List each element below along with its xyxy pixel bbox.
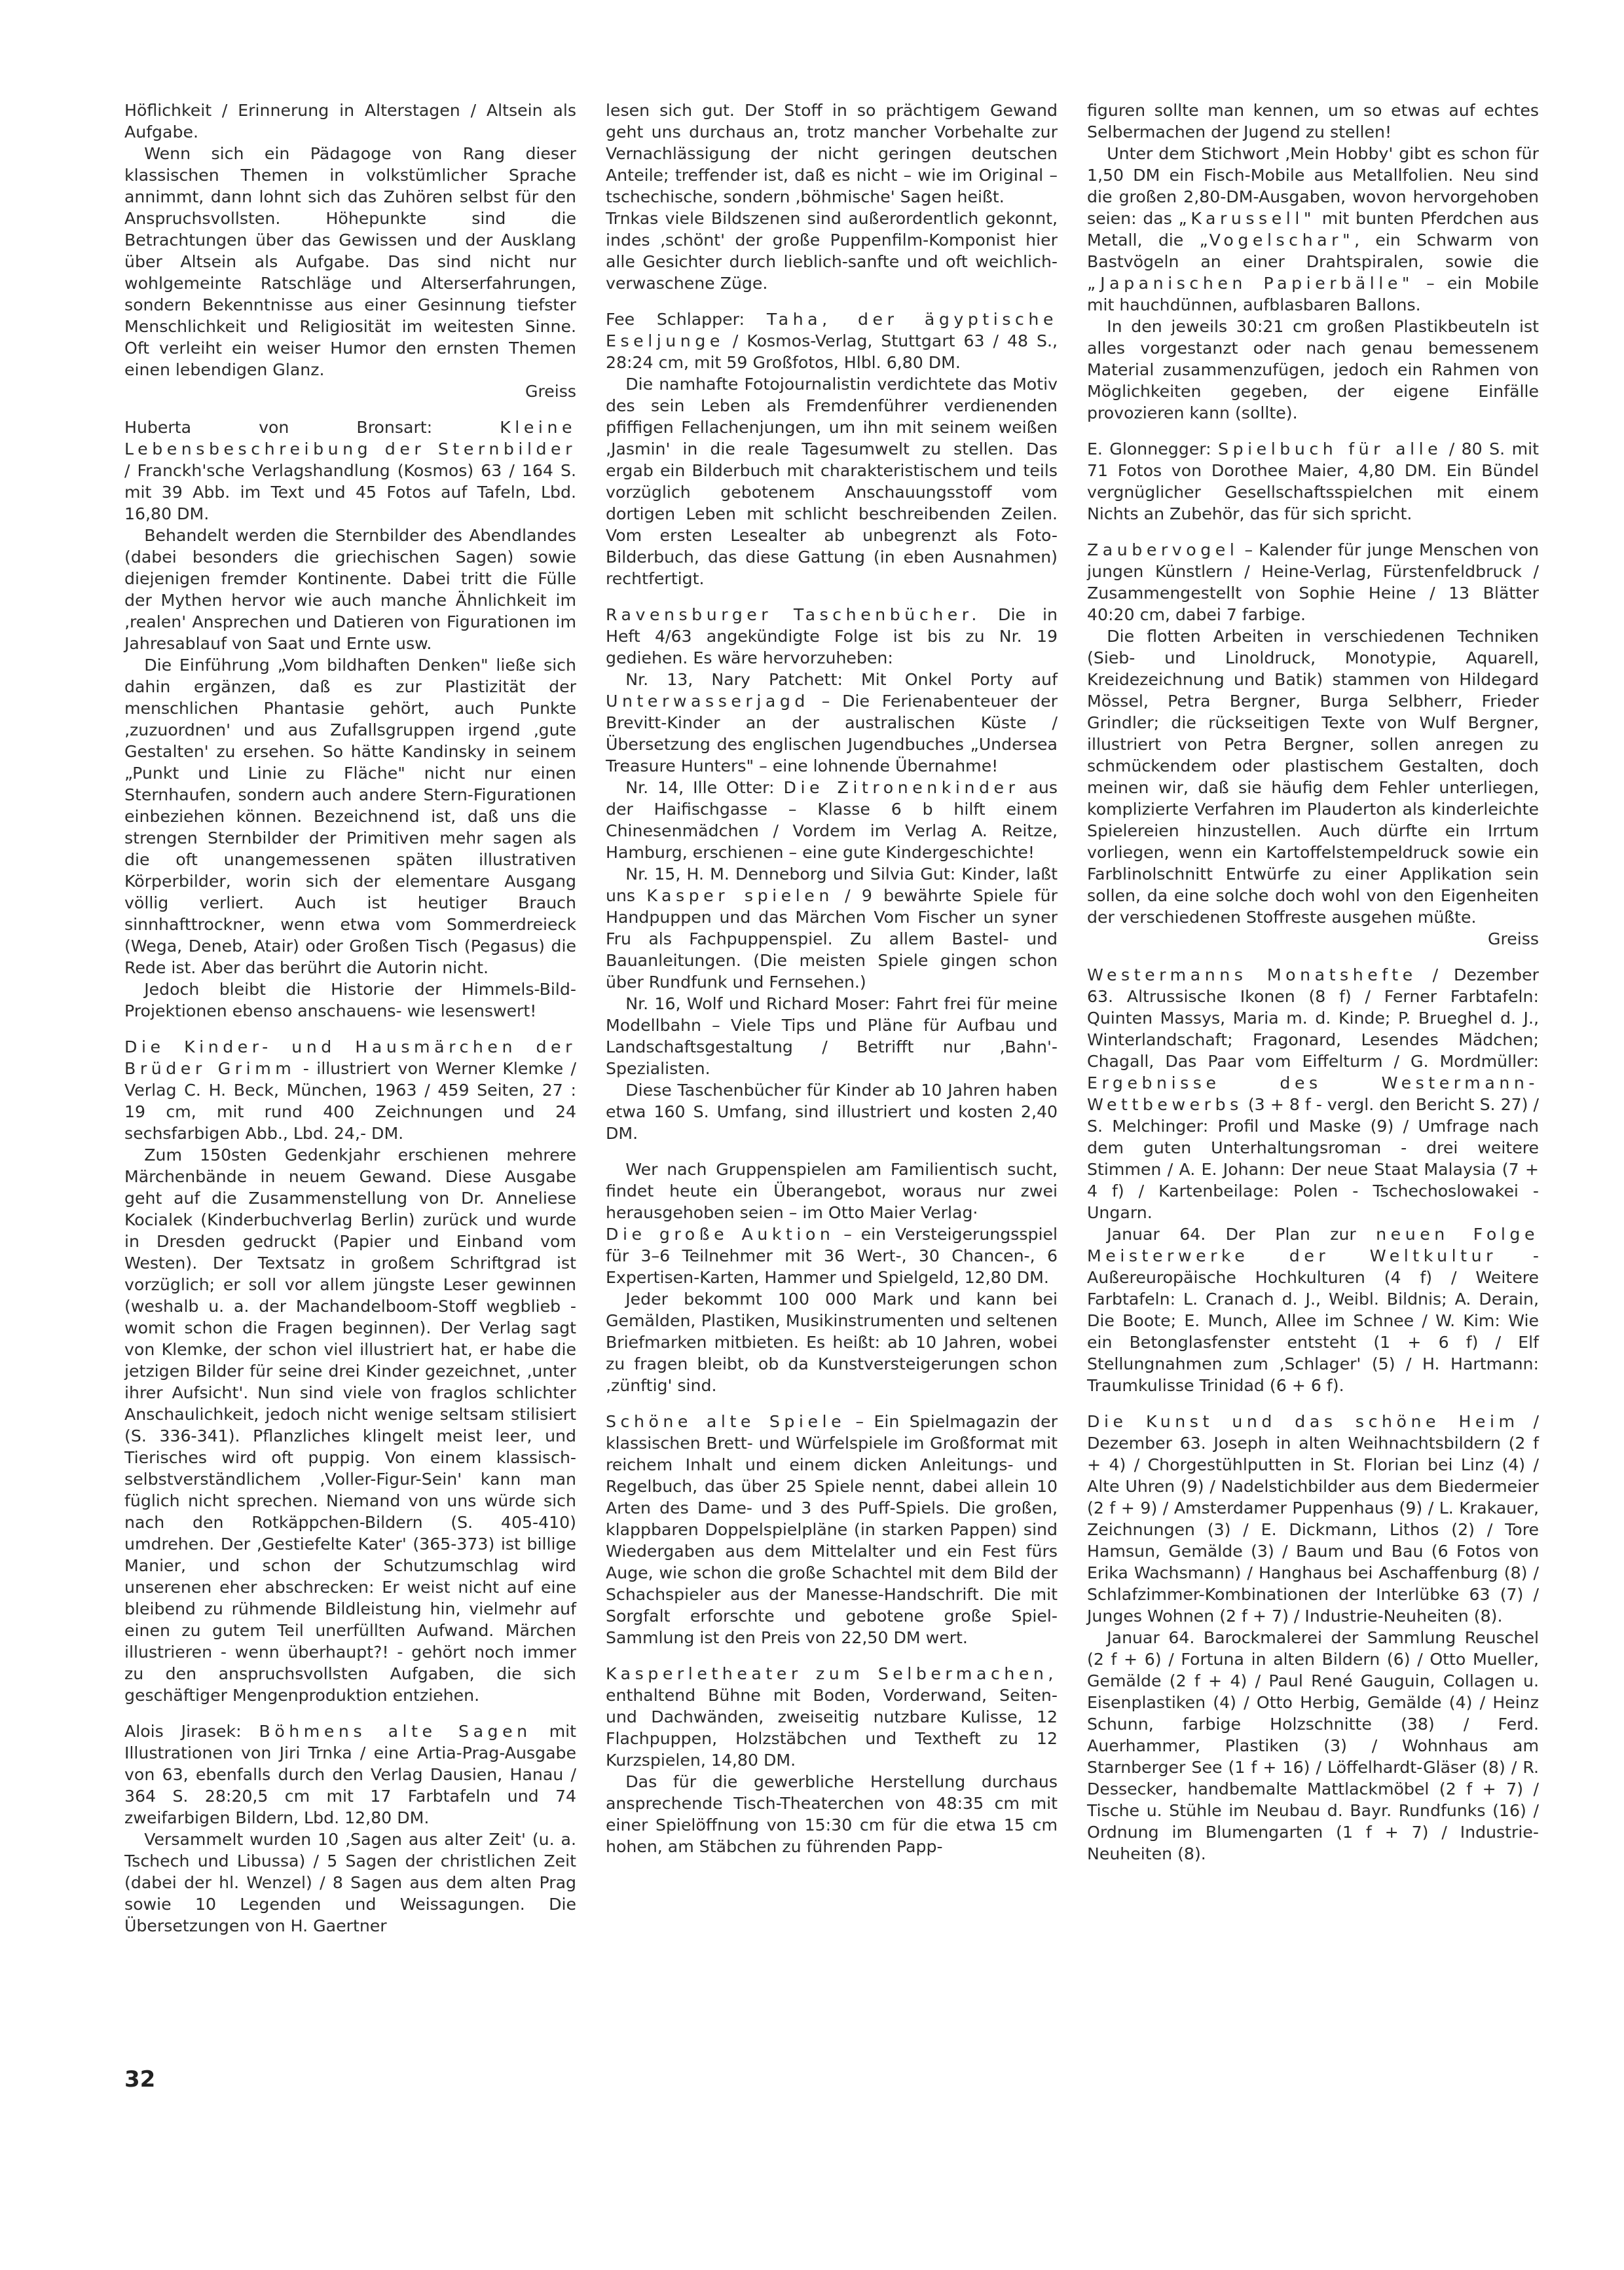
paragraph (606, 1159, 1058, 1223)
review-title: Ravensburger Taschenbücher. (606, 605, 981, 624)
review-title: Kleine Lebensbeschreibung der Sternbilder (124, 418, 577, 458)
paragraph-text: Jedoch bleibt die Historie der Himmels-Bild-Projektionen ebenso anschauens- wie lesenswert! (124, 980, 576, 1020)
paragraph: Höflichkeit / Erinnerung in Alterstagen / Altsein als Aufgabe. (124, 101, 576, 141)
book-title: Unterwasserjagd (606, 692, 809, 711)
paragraph-text: Unter dem Stichwort ‚Mein Hobby' gibt es schon für 1,50 DM ein Fisch-Mobile aus Metallfolien. Neu sind die großen 2,80-DM-Ausgaben, wovon hervorgehoben seien: das (1087, 144, 1539, 228)
review-author: Alois Jirasek: (124, 1722, 242, 1741)
paragraph-text: Behandelt werden die Sternbilder des Abendlandes (dabei besonders die griechischen Sagen) sowie diejenigen fremder Kontinente. Dabei tritt die Fülle der Mythen hervor wie auch manche Ähnlichkeit im ‚realen' Ansprechen und Datieren von Figurationen im Jahresablauf von Saat und Ernte usw. (124, 526, 576, 653)
paragraph-text: – ein Mobile mit hauchdünnen, aufblasbaren Ballons. (1087, 274, 1540, 314)
paragraph-text: Nr. 15, H. M. Denneborg und Silvia Gut: Kinder, laßt uns (606, 865, 1058, 905)
paragraph-text: In den jeweils 30:21 cm großen Plastikbeuteln ist alles vorgestanzt oder nach genau bemessenem Material zusammenzufügen, jedoch ein Rahmen von Möglichkeiten gegeben, der eigene Einfälle provozieren kann (sollte). (1087, 317, 1539, 422)
review-details: – Ein Spielmagazin der klassischen Brett- und Würfelspiele im Großformat mit reichem Inhalt und einem dicken Anleitungs- und Regelbuch, das über 25 Spiele nennt, dabei allein 10 Arten des Dame- und 3 des Puff-Spiels. Die großen, klappbaren Doppelspielpläne (in starken Pappen) sind Wiedergaben aus dem Mittelalter und ein Fest fürs Auge, wie schon die große Schachtel mit dem Bild der Schachspieler aus der Manesse-Handschrift. Die mit Sorgfalt erforschte und gebotene große Spiel-Sammlung ist den Preis von 22,50 DM wert. (606, 1412, 1058, 1647)
review-heading (606, 1411, 1058, 1648)
review-details: mit Illustrationen von Jiri Trnka / eine Artia-Prag-Ausgabe von 63, ebenfalls durch den Verlag Dausien, Hanau / 364 S. 28:20,5 cm mit 17 Farbtafeln und 74 zweifarbigen Bildern, Lbd. 12,80 DM. (124, 1722, 576, 1827)
page-number: 32 (124, 2066, 156, 2093)
product-title: „Vogelschar" (1199, 231, 1355, 250)
review-heading (1087, 964, 1539, 1223)
paragraph-text: Die namhafte Fotojournalistin verdichtete das Motiv des sein Leben als Fremdenführer verdienenden pfiffigen Fellachenjungen, um ihn mit seinem weißen ‚Jasmin' in die reale Tagesumwelt zu stellen. Das ergab ein Bilderbuch mit charakteristischem und teils vorzüglich gebotenem Anschauungsstoff vom dortigen Leben mit schlicht beschreibenden Zeilen. Vom ersten Lesealter ab unbegrenzt als Foto-Bilderbuch, das diese Gattung (in eben Ausnahmen) rechtfertigt. (606, 375, 1058, 588)
paragraph-text: mit bunten Pferdchen aus Metall, die (1087, 209, 1539, 250)
paragraph-text: - Außereuropäische Hochkulturen (4 f) / Weitere Farbtafeln: L. Cranach d. J., Weibl. Bildnis; A. Derain, Die Boote; E. Munch, Allee im Schnee / W. Kim: Wie ein Betonglasfenster entsteht (1 + 6 f) / Elf Stellungnahmen zum ‚Schlager' (5) / H. Hartmann: Traumkulisse Trinidad (6 + 6 f). (1087, 1246, 1540, 1395)
paragraph (606, 993, 1058, 1079)
review-title: Spielbuch für alle (1218, 439, 1443, 458)
paragraph-text: Das für die gewerbliche Herstellung durchaus ansprechende Tisch-Theaterchen von 48:35 cm mit einer Spielöffnung von 15:30 cm für die etwa 15 cm hohen, am Stäbchen zu führenden Papp- (606, 1772, 1058, 1856)
paragraph-text: Wer nach Gruppenspielen am Familientisch sucht, findet heute ein Überangebot, woraus nur zwei herausgehoben seien – im Otto Maier Verlag· (606, 1160, 1058, 1222)
paragraph-text: Diese Taschenbücher für Kinder ab 10 Jahren haben etwa 160 S. Umfang, sind illustriert und kosten 2,40 DM. (606, 1081, 1058, 1143)
review-heading (606, 1663, 1058, 1771)
paragraph (124, 654, 576, 978)
review-details: enthaltend Bühne mit Boden, Vorderwand, Seiten- und Dachwänden, zweiseitig nutzbare Kulisse, 12 Flachpuppen, Holzstäbchen und Textheft zu 12 Kurzspielen, 14,80 DM. (606, 1686, 1058, 1770)
paragraph-text: / 9 bewährte Spiele für Handpuppen und das Märchen Vom Fischer un syner Fru als Fachpuppenspiel. Zu allem Bastel- und Bauanleitungen. (Die meisten Spiele gingen schon über Rundfunk und Fernsehen.) (606, 886, 1058, 992)
review-title: Taha, der ägyptische Eseljunge (606, 310, 1058, 350)
review-title: Die Kunst und das schöne Heim (1087, 1412, 1519, 1431)
column-middle (606, 100, 1058, 1857)
review-details: / Dezember 63. Joseph in alten Weihnachtsbildern (2 f + 4) / Chorgestühlputten in St. Florian bei Linz (4) / Alte Uhren (9) / Nadelstichbilder aus dem Biedermeier (2 f + 9) / Amsterdamer Puppenhaus (9) / L. Krakauer, Zeichnungen (3) / E. Dickmann, Lithos (2) / Tore Hamsun, Gemälde (3) / Baum und Bau (6 Fotos von Erika Wachsmann) / Hanghaus bei Aschaffenburg (8) / Schlafzimmer-Kombinationen der Interlübke 63 (7) / Junges Wohnen (2 f + 7) / Industrie-Neuheiten (8). (1087, 1412, 1539, 1626)
paragraph-text: Nr. 13, Nary Patchett: Mit Onkel Porty auf (625, 670, 1058, 689)
review-author: Huberta von Bronsart: (124, 418, 433, 437)
review-heading (606, 604, 1058, 669)
review-author: E. Glonnegger: (1087, 439, 1211, 458)
review-details: – ein Versteigerungsspiel für 3–6 Teilnehmer mit 36 Wert-, 30 Chancen-, 6 Expertisen-Karten, Hammer und Spielgeld, 12,80 DM. (606, 1225, 1058, 1287)
paragraph (606, 1288, 1058, 1396)
review-details: (3 + 8 f - vergl. den Bericht S. 27) / S. Melchinger: Profil und Maske (9) / Umfrage nach dem guten Unterhaltungsroman - drei weitere Stimmen / A. E. Johann: Der neue Staat Malaysia (7 + 4 f) / Kartenbeilage: Polen - Tschechoslowakei - Ungarn. (1087, 1095, 1539, 1222)
paragraph (606, 1771, 1058, 1857)
review-details: – Kalender für junge Menschen von jungen Künstlern / Heine-Verlag, Fürstenfeldbruck / Zusammengestellt von Sophie Heine / 13 Blätter 40:20 cm, dabei 7 farbige. (1087, 540, 1539, 624)
column-left (124, 100, 576, 1937)
review-heading (606, 1223, 1058, 1288)
paragraph: figuren sollte man kennen, um so etwas auf echtes Selbermachen der Jugend zu stellen! (1087, 101, 1539, 141)
column-right (1087, 100, 1539, 1865)
review-heading (124, 1721, 576, 1829)
review-title: Die Kinder- und Hausmärchen der Brüder Grimm (124, 1037, 576, 1078)
paragraph-text: Nr. 14, Ille Otter: (625, 778, 775, 797)
paragraph (1087, 316, 1539, 424)
review-details: / Kosmos-Verlag, Stuttgart 63 / 48 S., 28:24 cm, mit 59 Großfotos, Hlbl. 6,80 DM. (606, 331, 1058, 372)
paragraph (1087, 625, 1539, 950)
review-title: Zaubervogel (1087, 540, 1239, 559)
review-details: Die in Heft 4/63 angekündigte Folge ist bis zu Nr. 19 gediehen. Es wäre hervorzuheben: (606, 605, 1058, 667)
paragraph (124, 525, 576, 654)
review-title: Die große Auktion (606, 1225, 835, 1244)
paragraph (124, 978, 576, 1022)
paragraph (606, 669, 1058, 777)
review-details: / Franckh'sche Verlagshandlung (Kosmos) 63 / 164 S. mit 39 Abb. im Text und 45 Fotos auf Tafeln, Lbd. 16,80 DM. (124, 461, 576, 523)
paragraph-text: Zum 150sten Gedenkjahr erschienen mehrere Märchenbände in neuem Gewand. Diese Ausgabe geht auf die Zusammenstellung von Dr. Anneliese Kocialek (Kinderbuchverlag Berlin) zurück und wurde in Dresden gedruckt (Papier und Einband vom Westen). Der Textsatz in großem Schriftgrad ist vorzüglich; er soll vor allem jüngste Leser gewinnen (weshalb u. a. der Machandelboom-Stoff wegblieb - womit schon die Fragen beginnen). Der Verlag sagt von Klemke, der schon viel illustriert hat, er habe die jetzigen Bilder für seine drei Kinder gezeichnet, ‚unter ihrer Aufsicht'. Nun sind viele von fraglos schlichter Anschaulichkeit, jedoch nicht wenige seltsam stilisiert (S. 336-341). Pflanzliches klingelt meist leer, und Tierisches wird oft puppig. Von einem klassisch-selbstverständlichem ‚Voller-Figur-Sein' kann man füglich nicht sprechen. Niemand von uns würde sich nach den Rotkäppchen-Bildern (S. 405-410) umdrehen. Der ‚Gestiefelte Kater' (365-373) ist billige Manier, und schon der Schutzumschlag wird unserenen eher abschrecken: Er weist nicht auf eine bleibend zu rühmende Bildleistung hin, vielmehr auf einen zu gutem Teil unerfüllten Aufwand. Märchen illustrieren - wenn überhaupt?! - gehört noch immer zu den anspruchsvollsten Aufgaben, die sich geschäftiger Mengenproduktion entziehen. (124, 1145, 576, 1705)
paragraph-text: Januar 64. Barockmalerei der Sammlung Reuschel (2 f + 6) / Fortuna in alten Bildern (6) / Otto Mueller, Gemälde (2 f + 4) / Paul René Gauguin, Collagen u. Eisenplastiken (4) / Otto Herbig, Gemälde (4) / Heinz Schunn, farbige Holzschnitte (38) / Ferd. Auerhammer, Plastiken (3) / Wohnhaus am Starnberger See (1 f + 16) / Löffelhardt-Gläser (8) / R. Dessecker, handbemalte Mattlackmöbel (2 f + 7) / Tische u. Stühle im Neubau d. Bayr. Rundfunks (16) / Ordnung im Blumengarten (1 f + 7) / Industrie-Neuheiten (8). (1087, 1628, 1539, 1863)
paragraph-text: Versammelt wurden 10 ‚Sagen aus alter Zeit' (u. a. Tschech und Libussa) / 5 Sagen der christlichen Zeit (dabei der hl. Wenzel) / 8 Sagen aus dem alten Prag sowie 10 Legenden und Weissagungen. Die Übersetzungen von H. Gaertner (124, 1830, 576, 1935)
paragraph-text: Wenn sich ein Pädagoge von Rang dieser klassischen Themen in volkstümlicher Sprache annimmt, dann lohnt sich das Zuhören selbst für den Anspruchsvollsten. Höhepunkte sind die Betrachtungen über das Gewissen und der Ausklang über Altsein als Aufgabe. Das sind nicht nur wohlgemeinte Ratschläge und Alterserfahrungen, sondern Bekenntnisse aus einer Gesinnung tiefster Menschlichkeit und Religiosität im weitesten Sinne. Oft verleiht ein weiser Humor den ernsten Themen einen lebendigen Glanz. (124, 144, 576, 379)
paragraph (1087, 143, 1539, 316)
paragraph (606, 373, 1058, 589)
review-heading (1087, 438, 1539, 525)
review-details: - illustriert von Werner Klemke / Verlag C. H. Beck, München, 1963 / 459 Seiten, 27 : 19 cm, mit rund 400 Zeichnungen und 24 sechsfarbigen Abb., Lbd. 24,- DM. (124, 1059, 576, 1143)
paragraph (124, 143, 576, 402)
series-title: neuen Folge Meisterwerke der Weltkultur (1087, 1225, 1539, 1265)
paragraph: lesen sich gut. Der Stoff in so prächtigem Gewand geht uns durchaus an, trotz mancher Vorbehalte zur Vernachlässigung der nicht geringen deutschen Anteile; treffender ist, daß es nicht – wie im Original – tschechische, sondern ‚böhmische' Sagen heißt. (606, 101, 1058, 206)
book-title: Kasper spielen (646, 886, 834, 905)
review-heading (124, 417, 576, 525)
paragraph (606, 1079, 1058, 1144)
paragraph-text: Jeder bekommt 100 000 Mark und kann bei Gemälden, Plastiken, Musikinstrumenten und seltenen Briefmarken mitbieten. Es heißt: ab 10 Jahren, wobei zu fragen bleibt, ob da Kunstversteigerungen schon ‚zünftig' sind. (606, 1290, 1058, 1395)
product-title: „Karussell" (1178, 209, 1316, 228)
product-title: „Japanischen Papierbälle" (1087, 274, 1414, 293)
paragraph (124, 1829, 576, 1937)
review-details: / 80 S. mit 71 Fotos von Dorothee Maier, 4,80 DM. Ein Bündel vergnüglicher Gesellschaftsspielchen mit einem Nichts an Zubehör, das für sich spricht. (1087, 439, 1539, 523)
paragraph (1087, 1223, 1539, 1396)
review-title: Kasperletheater zum Selbermachen, (606, 1664, 1058, 1683)
book-title: Die Zitronenkinder (783, 778, 1020, 797)
review-title: Schöne alte Spiele (606, 1412, 846, 1431)
paragraph-text: – Die Ferienabenteuer der Brevitt-Kinder an der australischen Küste / Übersetzung des englischen Jugendbuches „Undersea Treasure Hunters" – eine lohnende Übernahme! (606, 692, 1058, 775)
review-heading (1087, 1411, 1539, 1627)
review-author: Fee Schlapper: (606, 310, 745, 329)
paragraph-text: Januar 64. Der Plan zur (1107, 1225, 1356, 1244)
review-subtitle: Ergebnisse des Westermann-Wettbewerbs (1087, 1073, 1539, 1114)
paragraph (606, 777, 1058, 863)
review-heading (606, 308, 1058, 373)
paragraph-text: Die flotten Arbeiten in verschiedenen Techniken (Sieb- und Linoldruck, Monotypie, Aquarell, Kreidezeichnung und Batik) stammen von Hildegard Mössel, Petra Bergner, Burga Selbherr, Frieder Grindler; die rückseitigen Texte von Wulf Bergner, illustriert von Petra Bergner, sollen anregen zu schmückendem oder plastischem Gestalten, doch meinen wir, daß sie häufig dem Fehler unterliegen, komplizierte Verfahren im Plauderton als kinderleichte Spielereien hinzustellen. Auch dürfte ein Irrtum vorliegen, wenn ein Kartoffelstempeldruck sowie ein Farblinolschnitt Entwürfe zu einer Applikation sein sollen, da eine solche doch wohl von den Eigenheiten der verschiedenen Stoffreste ausgehen müßte. (1087, 627, 1539, 927)
paragraph-text: Die Einführung „Vom bildhaften Denken" ließe sich dahin ergänzen, daß es zur Plastizität der menschlichen Phantasie gehört, auch Punkte ‚zuzuordnen' und aus Zufallsgruppen irgend ‚gute Gestalten' zu ersehen. So hätte Kandinsky in seinem „Punkt und Linie zu Fläche" nicht nur einen Sternhaufen, sondern auch andere Stern-Figurationen einbeziehen können. Bezeichnend ist, daß uns die strengen Sternbilder der Primitiven mehr sagen als die oft unangemessenen späten illustrativen Körperbilder, worin sich der elementare Ausgang völlig verliert. Auch ist heutiger Brauch sinnhafttrockner, wenn etwa vom Sommerdreieck (Wega, Deneb, Atair) oder Großen Tisch (Pegasus) die Rede ist. Aber das berührt die Autorin nicht. (124, 656, 576, 977)
signature: Greiss (1487, 929, 1539, 948)
review-title: Böhmens alte Sagen (259, 1722, 532, 1741)
paragraph-text: Nr. 16, Wolf und Richard Moser: Fahrt frei für meine Modellbahn – Viele Tips und Pläne für Aufbau und Landschaftsgestaltung / Betrifft nur ‚Bahn'-Spezialisten. (606, 994, 1058, 1078)
paragraph-text: aus der Haifischgasse – Klasse 6 b hilft einem Chinesenmädchen / Vordem im Verlag A. Reitze, Hamburg, erschienen – eine gute Kindergeschichte! (606, 778, 1058, 862)
review-heading (124, 1036, 576, 1144)
review-details: / Dezember 63. Altrussische Ikonen (8 f) / Ferner Farbtafeln: Quinten Massys, Maria m. d. Kinde; P. Brueghel d. J., Winterlandschaft; Fragonard, Lesendes Mädchen; Chagall, Das Paar vom Eiffelturm / G. Mordmüller: (1087, 965, 1539, 1071)
signature: Greiss (525, 382, 576, 401)
review-title: Westermanns Monatshefte (1087, 965, 1417, 984)
paragraph (606, 863, 1058, 993)
review-heading (1087, 539, 1539, 625)
paragraph (124, 1144, 576, 1706)
paragraph (1087, 1627, 1539, 1865)
paragraph-text: , ein Schwarm von Bastvögeln an einer Drahtspiralen, sowie die (1087, 231, 1540, 271)
paragraph: Trnkas viele Bildszenen sind außerordentlich gekonnt, indes ‚schönt' der große Puppenfilm-Komponist hier alle Gesichter durch lieblich-sanfte und oft weichlich-verwaschene Züge. (606, 209, 1058, 293)
